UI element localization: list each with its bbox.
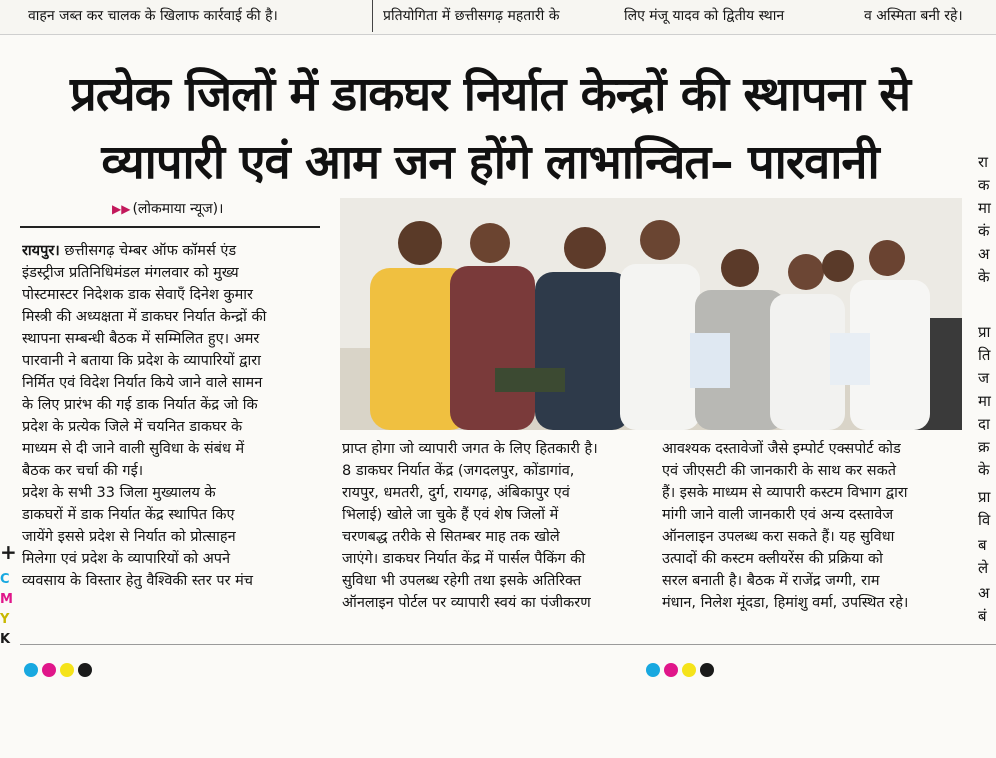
magenta-dot [42, 663, 56, 677]
text-line: ऑनलाइन उपलब्ध करा सकते हैं। यह सुविधा [662, 529, 895, 545]
text-line: व्यवसाय के विस्तार हेतु वैश्विकी स्तर पर मंच [22, 573, 253, 589]
text-line: पारवानी ने बताया कि प्रदेश के व्यापारियों द्वारा [22, 353, 261, 369]
text-line: बैठक कर चर्चा की गई। [22, 463, 144, 479]
fragment-text: अ [978, 245, 990, 263]
text-line: सुविधा भी उपलब्ध रहेगी तथा इसके अतिरिक्त [342, 573, 582, 589]
text-line: जायेंगे इससे प्रदेश से निर्यात को प्रोत्साहन [22, 529, 236, 545]
text-line: मिलेगा एवं प्रदेश के व्यापारियों को अपने [22, 551, 231, 567]
black-dot [700, 663, 714, 677]
strip-text-right2: व अस्मिता बनी रहे। [864, 8, 963, 24]
fragment-text: प्रा [978, 323, 991, 341]
crosshair-mark: + [0, 540, 17, 564]
fragment-text: रा [978, 153, 989, 171]
cmyk-c-mark: C [0, 572, 10, 587]
text-line: स्थापना सम्बन्धी बैठक में सम्मिलित हुए। अमर [22, 331, 260, 347]
text-line: प्रदेश के प्रत्येक जिले में चयनित डाकघर के [22, 419, 243, 435]
bottom-rule [20, 644, 996, 645]
fragment-text: ज [978, 369, 990, 387]
fragment-text: कं [978, 222, 990, 240]
fragment-text: अ [978, 584, 990, 602]
cyan-dot [24, 663, 38, 677]
text-line: सरल बनाती है। बैठक में राजेंद्र जग्गी, राम [662, 573, 880, 589]
text-line: माध्यम से दी जाने वाली सुविधा के संबंध में [22, 441, 245, 457]
text-line: प्राप्त होगा जो व्यापारी जगत के लिए हितकारी है। [342, 441, 598, 457]
magenta-dot [664, 663, 678, 677]
yellow-dot [60, 663, 74, 677]
text-line: पोस्टमास्टर निदेशक डाक सेवाएँ दिनेश कुमार [22, 287, 253, 303]
cmyk-k-mark: K [0, 632, 11, 647]
byline [112, 199, 223, 218]
cyan-dot [646, 663, 660, 677]
text-line: ऑनलाइन पोर्टल पर व्यापारी स्वयं का पंजीकरण [342, 595, 591, 611]
cmyk-y-mark: Y [0, 612, 10, 627]
article-column-3 [662, 438, 962, 614]
strip-text-mid: प्रतियोगिता में छत्तीसगढ़ महतारी के [383, 8, 560, 24]
text-line: चरणबद्ध तरीके से सितम्बर माह तक खोले [342, 529, 560, 545]
article-column-1 [22, 240, 322, 592]
byline-source: (लोकमाया न्यूज)। [132, 201, 224, 217]
column-separator [372, 0, 373, 32]
strip-text-right1: लिए मंजू यादव को द्वितीय स्थान [624, 8, 785, 24]
group-photo-illustration [340, 198, 962, 430]
strip-text-left: वाहन जब्त कर चालक के खिलाफ कार्रवाई की है। [28, 8, 278, 24]
fragment-text: मा [978, 199, 991, 217]
arrow-icon: ▶▶ [112, 202, 131, 216]
text-line: डाकघरों में डाक निर्यात केंद्र स्थापित किए [22, 507, 235, 523]
color-registration-marks-right [646, 663, 714, 677]
news-photo [340, 198, 962, 430]
text-line: के लिए प्रारंभ की गई डाक निर्यात केंद्र जो कि [22, 397, 258, 413]
text-line: निर्मित एवं विदेश निर्यात किये जाने वाले सामन [22, 375, 263, 391]
fragment-text: प्रा [978, 488, 991, 506]
text-line: मांगी जाने वाली जानकारी एवं अन्य दस्तावेज [662, 507, 894, 523]
fragment-text: के [978, 268, 990, 286]
cmyk-m-mark: M [0, 592, 13, 607]
black-dot [78, 663, 92, 677]
headline-line-1: प्रत्येक जिलों में डाकघर निर्यात केन्द्रों की स्थापना से [69, 67, 910, 122]
text-line: प्रदेश के सभी 33 जिला मुख्यालय के [22, 485, 216, 501]
text-line: मिस्त्री की अध्यक्षता में डाकघर निर्यात केन्द्रों की [22, 309, 267, 325]
fragment-text: क [978, 176, 990, 194]
text-line: हैं। इसके माध्यम से व्यापारी कस्टम विभाग द्वारा [662, 485, 908, 501]
yellow-dot [682, 663, 696, 677]
fragment-text: ति [978, 346, 991, 364]
text-line: भिलाई) खोले जा चुके हैं एवं शेष जिलों में [342, 507, 559, 523]
byline-rule [20, 226, 320, 228]
fragment-text: बं [978, 607, 987, 625]
text-line: मंधान, निलेश मूंदडा, हिमांशु वर्मा, उपस्थित रहे। [662, 595, 909, 611]
text-line: आवश्यक दस्तावेजों जैसे इम्पोर्ट एक्सपोर्ट कोड [662, 441, 901, 457]
fragment-text: दा [978, 415, 990, 433]
text-line: जाएंगे। डाकघर निर्यात केंद्र में पार्सल पैकिंग की [342, 551, 586, 567]
text-line: इंडस्ट्रीज प्रतिनिधिमंडल मंगलवार को मुख्य [22, 265, 239, 281]
article-column-2 [342, 438, 640, 614]
fragment-text: के [978, 461, 990, 479]
text-line: रायपुर। छत्तीसगढ़ चेम्बर ऑफ कॉमर्स एंड [22, 243, 237, 259]
color-registration-marks-left [24, 663, 92, 677]
fragment-text: ले [978, 559, 989, 577]
text-line: उत्पादों की कस्टम क्लीयरेंस की प्रक्रिया को [662, 551, 883, 567]
headline-line-2: व्यापारी एवं आम जन होंगे लाभान्वित– पारवानी [101, 135, 879, 190]
previous-story-strip [0, 0, 996, 35]
dateline: रायपुर। [22, 243, 60, 259]
text-line: रायपुर, धमतरी, दुर्ग, रायगढ़, अंबिकापुर एवं [342, 485, 570, 501]
fragment-text: वि [978, 511, 991, 529]
text-line: 8 डाकघर निर्यात केंद्र (जगदलपुर, कोंडागांव, [342, 463, 575, 479]
fragment-text: ब [978, 536, 987, 554]
text-line: एवं जीएसटी की जानकारी के साथ कर सकते [662, 463, 897, 479]
fragment-text: क्र [978, 438, 990, 456]
fragment-text: मा [978, 392, 991, 410]
